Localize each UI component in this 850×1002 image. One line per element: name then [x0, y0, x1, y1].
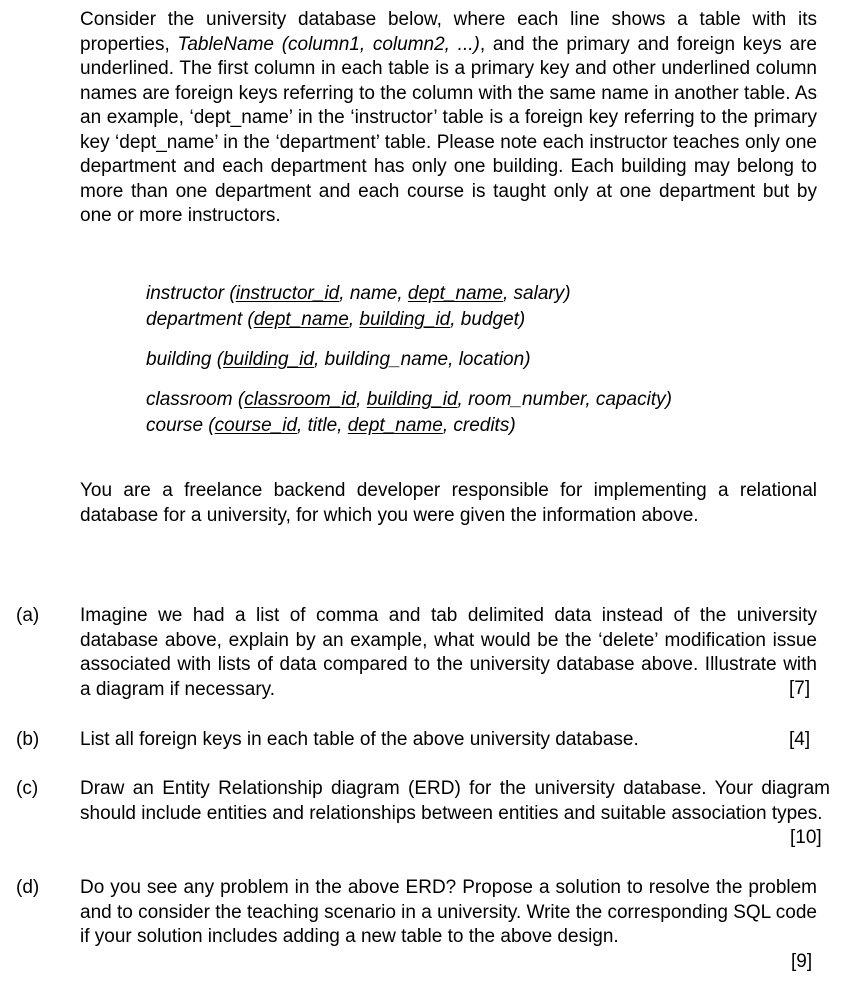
intro-paragraph: [80, 8, 817, 229]
intro-text-1: Consider the university database below, where each line shows a table with its properties,: [80, 9, 817, 55]
question-text: List all foreign keys in each table of the above university database.: [80, 729, 639, 750]
question-marks: [7]: [789, 678, 811, 699]
question-text: Do you see any problem in the above ERD? Propose a solution to resolve the problem and to consider the teaching scenario in a university. Write the corresponding SQL code if your solution includes adding a new table to the above design.: [80, 877, 817, 947]
question-marks: [10]: [790, 827, 822, 848]
question-marks: [4]: [789, 729, 811, 750]
table-format-notation: TableName (column1, column2, ...): [177, 33, 480, 55]
question-text: Imagine we had a list of comma and tab delimited data instead of the university database above, explain by an example, what would be the ‘delete’ modification issue associated with lists of data compared to the university database above. Illustrate with a diagram if necessary.: [80, 605, 817, 700]
context-paragraph: You are a freelance backend developer responsible for implementing a relational database for a university, for which you were given the information above.: [80, 480, 817, 526]
question-label: (d): [16, 877, 40, 898]
schema-classroom: classroom (classroom_id, building_id, room_number, capacity): [146, 389, 672, 410]
question-label: (c): [16, 778, 39, 799]
question-label: (a): [16, 605, 40, 626]
question-text: Draw an Entity Relationship diagram (ERD) for the university database. Your diagram should include entities and relationships between entities and suitable association types.: [80, 778, 830, 824]
question-marks: [9]: [791, 951, 813, 972]
intro-text-2: , and the primary and foreign keys are underlined. The first column in each table is a primary key and other underlined column names are foreign keys referring to the column with the same name in another table. As an example, ‘dept_name’ in the ‘instructor’ table is a foreign key referring to the primary key ‘dept_name’ in the ‘department’ table. Please note each instructor teaches only one department and each department has only one building. Each building may belong to more than one department and each course is taught only at one department but by one or more instructors.: [80, 33, 817, 226]
schema-department: department (dept_name, building_id, budget): [146, 309, 526, 330]
question-label: (b): [16, 729, 40, 750]
schema-course: course (course_id, title, dept_name, credits): [146, 415, 516, 436]
schema-instructor: instructor (instructor_id, name, dept_name, salary): [146, 283, 571, 304]
schema-building: building (building_id, building_name, location): [146, 349, 531, 370]
